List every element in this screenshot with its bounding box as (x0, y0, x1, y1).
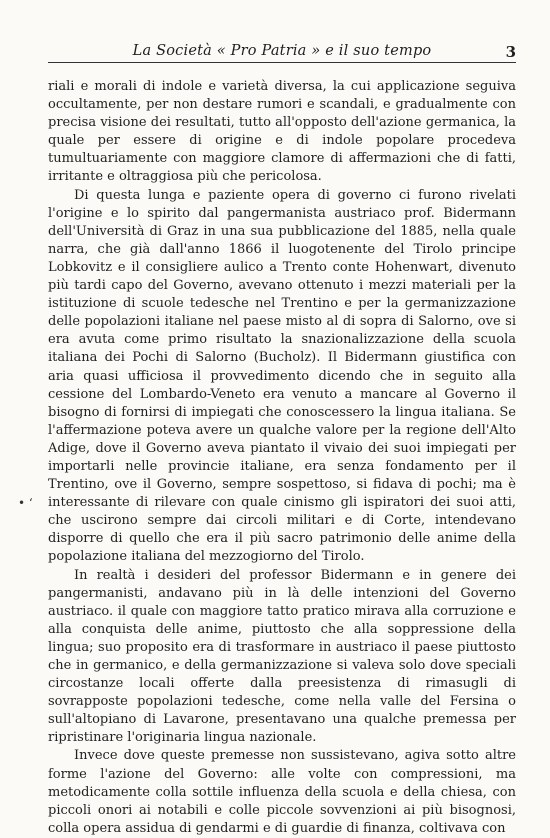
paragraph-4: Invece dove queste premesse non sussistevano, agiva sotto altre forme l'azione del Governo: alle volte con compressioni, ma metodicamente colla sottile influenza della scuola e della chiesa, con piccoli onori ai notabili e colle piccole sovvenzioni ai più bisognosi, colla opera assidua di gendarmi e di guardie di finanza, coltivava con (48, 748, 516, 836)
paragraph-1: riali e morali di indole e varietà diversa, la cui applicazione seguiva occultamente, per non destare rumori e scandali, e gradualmente con precisa visione dei resultati, tutto all'opposto dell'azione germanica, la quale per essere di origine e di indole popolare procedeva tumultuariamente con maggiore clamore di affermazioni che di fatti, irritante e oltraggiosa più che pericolosa. (48, 79, 516, 185)
running-title: La Società « Pro Patria » e il suo tempo (132, 43, 432, 59)
running-header (48, 40, 516, 63)
paragraph-3: In realtà i desideri del professor Bidermann e in genere dei pangermanisti, andavano più in là delle intenzioni del Governo austriaco. il quale con maggiore tatto pratico mirava alla corruzione e alla conquista delle anime, piuttosto che alla soppressione della lingua; suo proposito era di trasformare in austriaco il paese piuttosto che in germanico, e della germanizzazione si valeva solo dove speciali circostanze locali offerte dalla preesistenza di rimasugli di sovrapposte popolazioni tedesche, come nella valle del Fersina o sull'altopiano di Lavarone, presentavano una qualche premessa per ripristinare l'originaria lingua nazionale. (48, 567, 516, 746)
page-number: 3 (505, 43, 516, 61)
paragraph-2: Di questa lunga e paziente opera di governo ci furono rivelati l'origine e lo spirito dal pangermanista austriaco prof. Bidermann dell'Università di Graz in una sua pubblicazione del 1885, nella quale narra, che già dall'anno 1866 il luogotenente del Tirolo principe Lobkovitz e il consigliere aulico a Trento conte Hohenwart, divenuto più tardi capo del Governo, avevano ottenuto i mezzi materiali per la istituzione di scuole tedesche nel Trentino e per la germanizzazione delle popolazioni italiane nel paese misto al di sopra di Salorno, ove si era avuta come primo risultato la snazionalizzazione della scuola italiana dei Pochi di Salorno (Bucholz). Il Bidermann giustifica con aria quasi ufficiosa il provvedimento dicendo che in seguito alla cessione del Lombardo-Veneto era venuto a mancare al Governo il bisogno di fornirsi di impiegati che conoscessero la lingua italiana. Se l'affermazione poteva avere un qualche valore per la regione dell'Alto Adige, dove il Governo aveva piantato il vivaio dei suoi impiegati per importarli nelle provincie italiane, era senza fondamento per il Trentino, ove il Governo, sempre sospettoso, si fidava di pochi; ma è interessante di rilevare con quale cinismo gli ispiratori dei suoi atti, che uscirono sempre dai circoli militari e di Corte, intendevano disporre di quello che era il più sacro patrimonio delle anime della popolazione italiana del mezzogiorno del Tirolo. (48, 187, 516, 565)
body-text (48, 78, 516, 838)
margin-mark: • ‘ (18, 496, 33, 510)
